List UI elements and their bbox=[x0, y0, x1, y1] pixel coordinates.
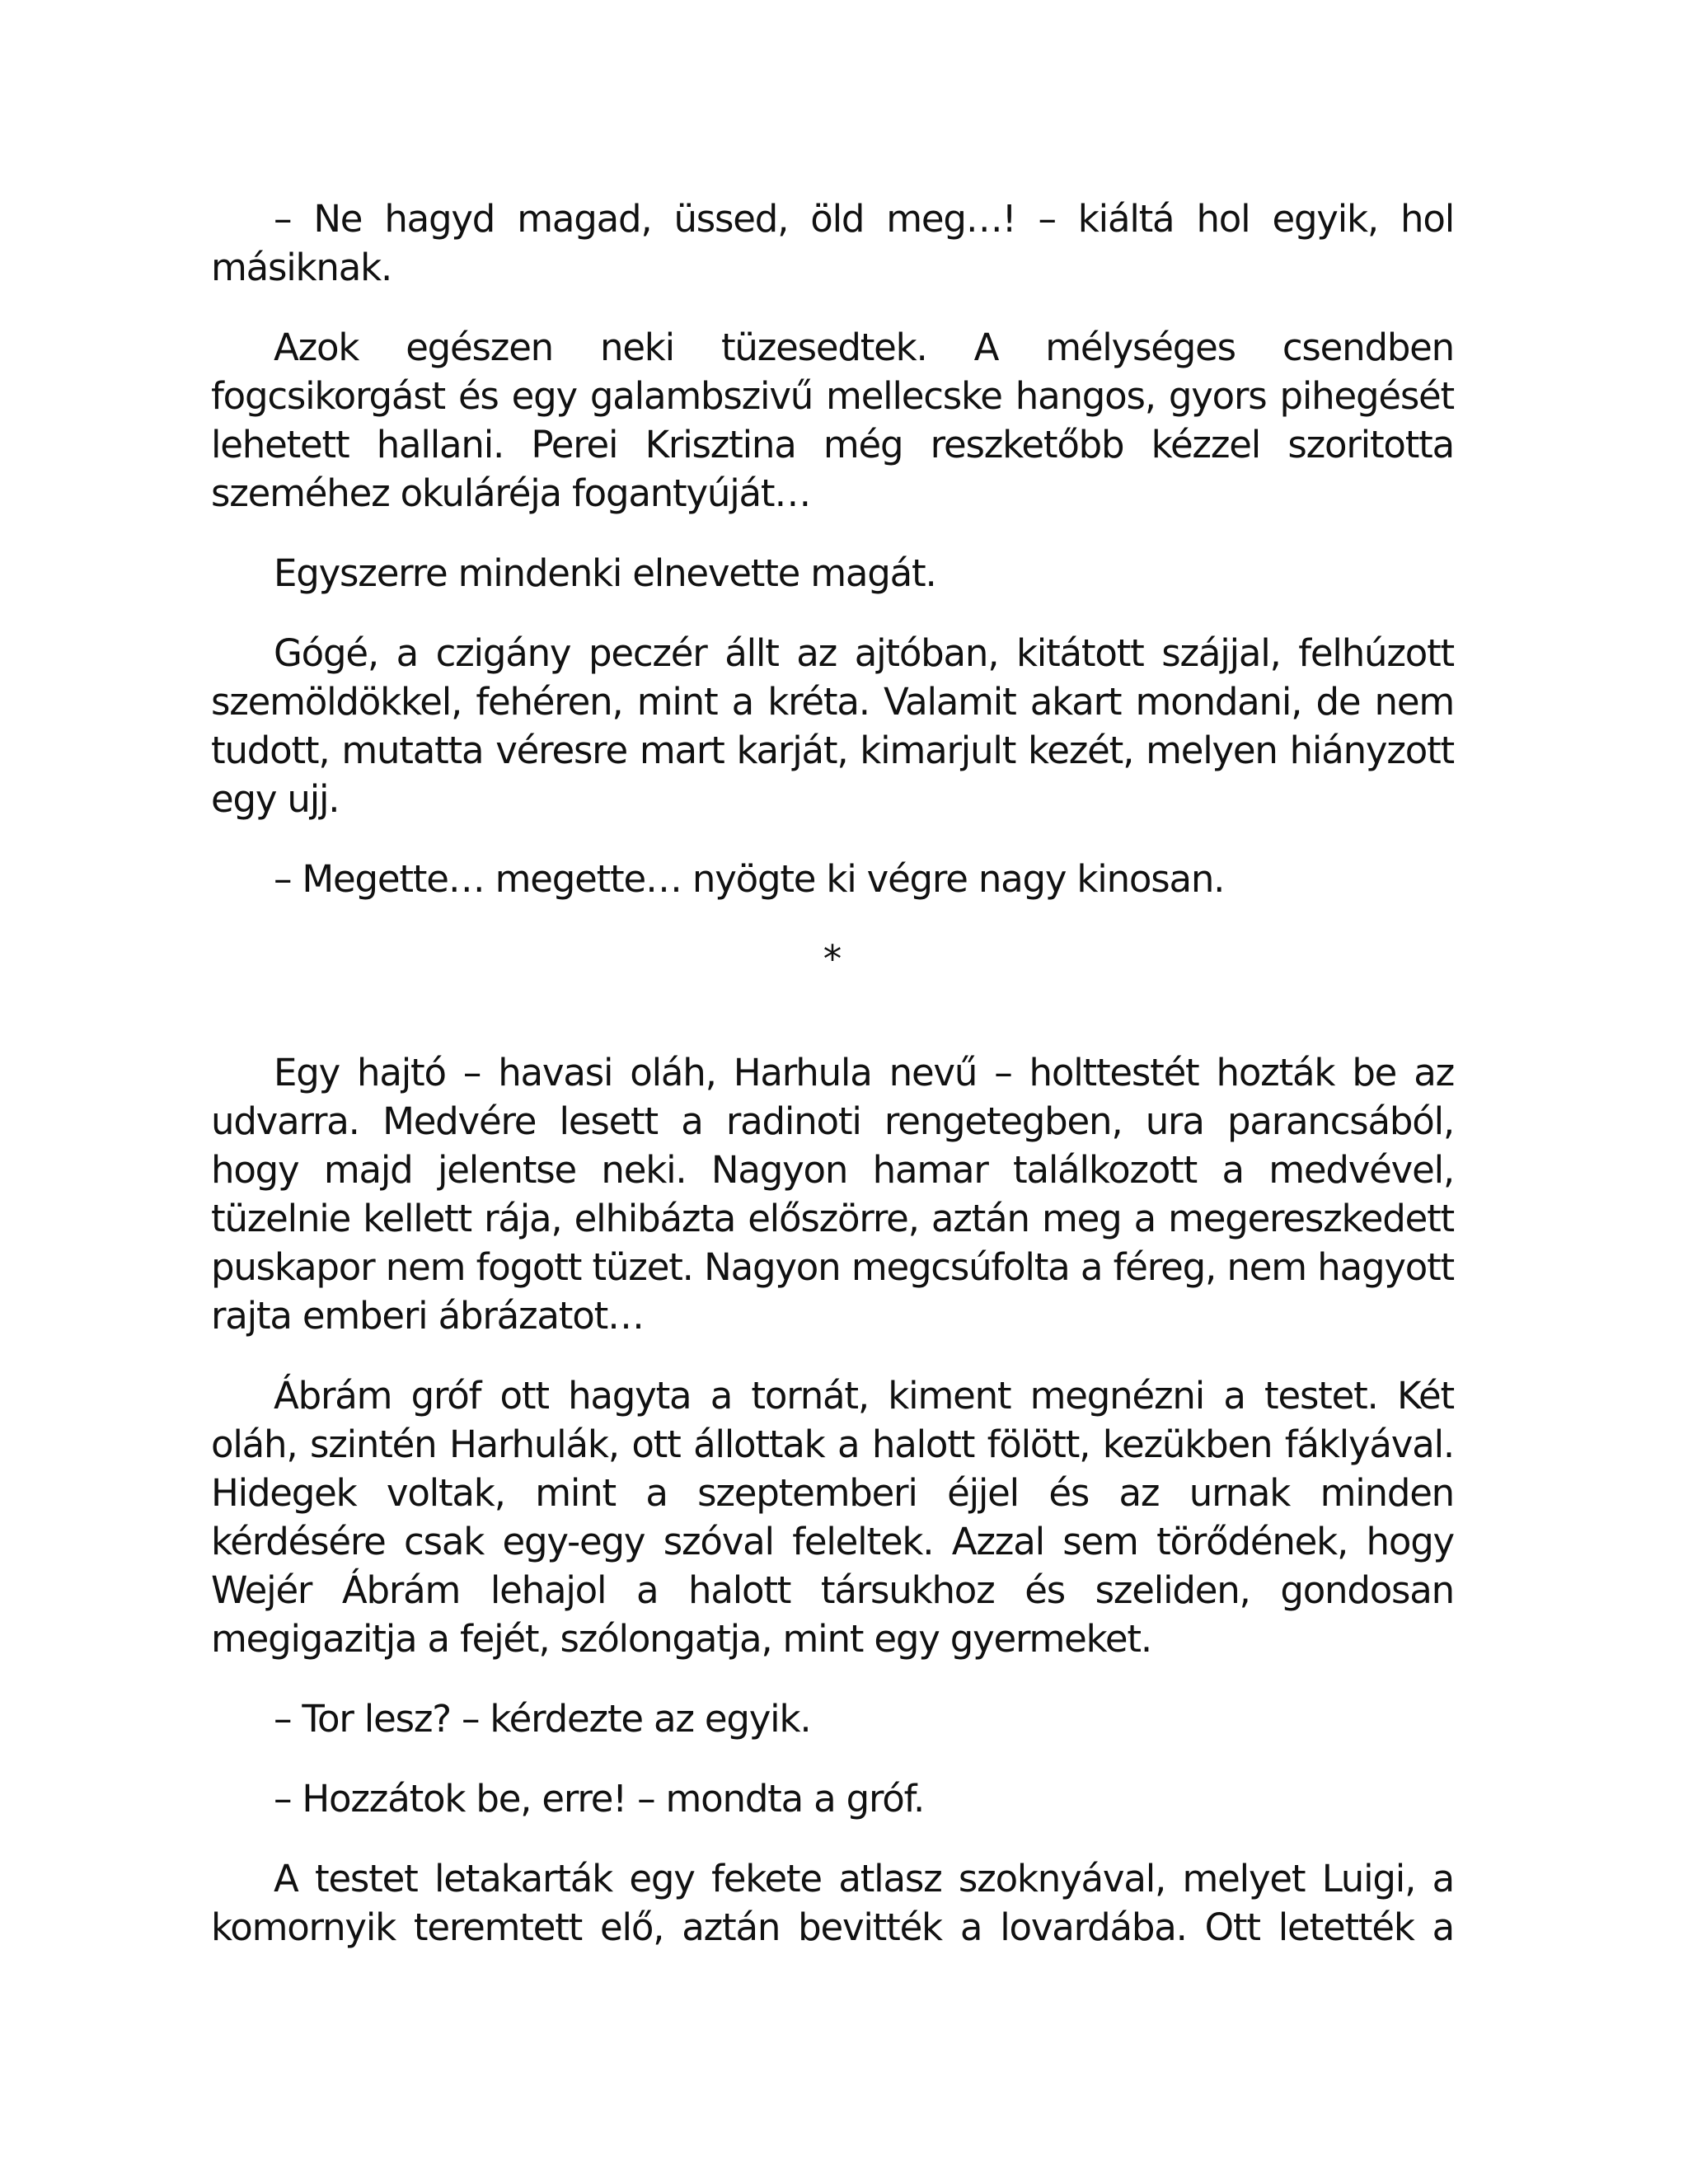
paragraph: – Tor lesz? – kérdezte az egyik. bbox=[274, 1697, 811, 1741]
paragraph: Gógé, a czigány peczér állt az ajtóban, kitátott szájjal, felhúzott szemöldökkel, fehéren, mint a kréta. Valamit akart mondani, de nem tudott, mutatta véresre mart karját, kimarjult kezét, melyen hiányzott egy ujj. bbox=[211, 631, 1454, 821]
paragraph: Egy hajtó – havasi oláh, Harhula nevű – holttestét hozták be az udvarra. Medvére lesett a radinoti rengetegben, ura parancsából, hogy majd jelentse neki. Nagyon hamar találkozott a medvével, tüzelnie kellett rája, elhibázta előszörre, aztán meg a megereszkedett puskapor nem fogott tüzet. Nagyon megcsúfolta a féreg, nem hagyott rajta emberi ábrázatot… bbox=[211, 1051, 1454, 1338]
paragraph: A testet letakarták egy fekete atlasz szoknyával, melyet Luigi, a komornyik teremtett elő, aztán bevitték a lovardába. Ott letették a bbox=[211, 1857, 1454, 1949]
paragraph: Egyszerre mindenki elnevette magát. bbox=[274, 551, 936, 595]
paragraph: Ábrám gróf ott hagyta a tornát, kiment megnézni a testet. Két oláh, szintén Harhulák, ott állottak a halott fölött, kezükben fáklyával. Hidegek voltak, mint a szeptemberi éjjel és az urnak minden kérdésére csak egy-egy szóval feleltek. Azzal sem törődének, hogy Wejér Ábrám lehajol a halott társukhoz és szeliden, gondosan megigazitja a fejét, szólongatja, mint egy gyermeket. bbox=[211, 1374, 1454, 1661]
paragraph: – Ne hagyd magad, üssed, öld meg…! – kiáltá hol egyik, hol másiknak. bbox=[211, 197, 1454, 289]
paragraph: – Megette… megette… nyögte ki végre nagy kinosan. bbox=[274, 857, 1225, 901]
paragraph: Azok egészen neki tüzesedtek. A mélységes csendben fogcsikorgást és egy galambszivű mellecske hangos, gyors pihegését lehetett hallani. Perei Krisztina még reszketőbb kézzel szoritotta szeméhez okuláréja fogantyúját… bbox=[211, 326, 1454, 515]
section-separator: * bbox=[823, 937, 842, 981]
paragraph: – Hozzátok be, erre! – mondta a gróf. bbox=[274, 1777, 925, 1821]
page-text bbox=[211, 194, 1454, 1983]
